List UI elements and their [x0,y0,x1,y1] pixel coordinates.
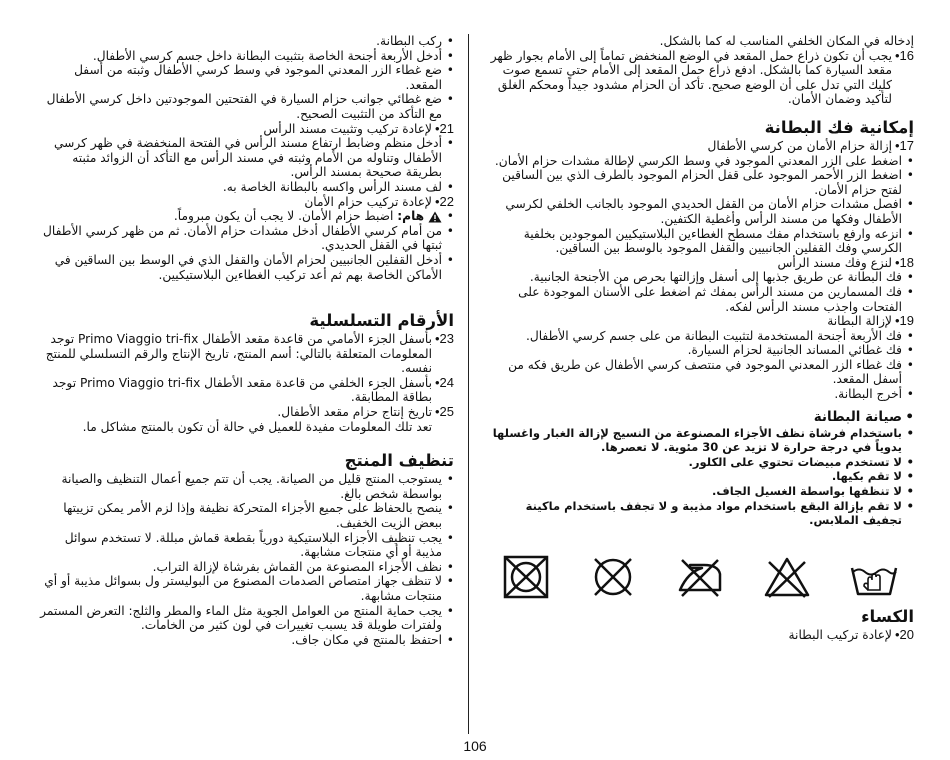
list-item: • لا تنظف جهاز امتصاص الصدمات المصنوع من البوليستر ول بسوائل مذيبة أو أي منتجات مشابهة. [36,574,454,603]
list-item: • يستوجب المنتج قليل من الصيانة. يجب أن تتم جميع أعمال التنظيف والصيانة بواسطة شخص بالغ. [36,472,454,501]
care-item: • باستخدام فرشاة نظف الأجزاء المصنوعة من النسيج لإزالة الغبار واغسلها يدوياً في درجة حرارة لا تزيد عن 30 مئوية. لا تعصرها. [484,426,914,455]
list-item: • يجب تنظيف الأجزاء البلاستيكية دورياً بقطعة قماش مبللة. لا تستخدم سوائل مذيبة أو أي منتجات مشابهة. [36,531,454,560]
list-item: • أدخل القفلين الجانبيين لحزام الأمان والقفل الذي في الوسط بين الساقين في الأماكن الخاصة بهم ثم أعد تركيب الغطاءين البلاستيكيين. [36,253,454,282]
no-dry-clean-icon [587,554,639,600]
list-item: • فك البطانة عن طريق جذبها إلى أسفل وإزالتها بحرص من الأجنحة الجانبية. [484,270,914,285]
fabric-title: الكساء [861,606,914,626]
list-item: • فك المسمارين من مسند الرأس بمفك ثم اضغط على الأسنان الموجودة على الفتحات واجذب مسند الرأس لفكه. [484,285,914,314]
list-item: • يجب حماية المنتج من العوامل الجوية مثل الماء والمطر والثلج: التعرض المستمر ولفترات طويلة قد يسبب تغييرات في لون كثير من الخامات. [36,604,454,633]
step-22: 22• لإعادة تركيب حزام الأمان [304,193,454,209]
list-item: • ركب البطانة. [36,34,454,49]
list-item: • لف مسند الرأس واكسه بالبطانة الخاصة به. [36,180,454,195]
step-24: 24• بأسفل الجزء الخلفي من قاعدة مقعد الأطفال Primo Viaggio tri-fix توجد بطاقة المطابقة. [52,374,454,405]
list-item: • أدخل منظم وضابط ارتفاع مسند الرأس في الفتحة المنخفضة في ظهر كرسي الأطفال وتناوله من الأمام وثبته في مسند الرأس مع التأكد أن الزوائد مثبته بطريقة صحيحة بمسند الرأس. [36,136,454,180]
list-item: • أدخل الأربعة أجنحة الخاصة بتثبيت البطانة داخل جسم كرسي الأطفال. [36,49,454,64]
step-21: 21• لإعادة تركيب وتثبيت مسند الرأس [263,120,454,136]
care-item: • لا تقم بإزالة البقع باستخدام مواد مذيبة و لا تجفف باستخدام ماكينة تجفيف الملابس. [484,499,914,528]
step-23: 23• بأسفل الجزء الأمامي من قاعدة مقعد الأطفال Primo Viaggio tri-fix توجد المعلومات المتعلقة بالتالي: أسم المنتج، تاريخ الإنتاج والرقم التسلسلي للمنتج نفسه. [45,331,454,376]
serial-note: تعد تلك المعلومات مفيدة للعميل في حالة أن تكون بالمنتج مشاكل ما. [82,419,432,434]
warning-icon [428,211,442,223]
left-column [36,34,454,647]
care-item: • لا تقم بكيها. [484,469,914,484]
no-tumble-dry-icon [500,554,552,600]
step-16: 16• يجب أن تكون ذراع حمل المقعد في الوضع المنخفض تماماً إلى الأمام بجوار ظهر مقعد السيارة كما بالشكل. ادفع ذراع حمل المقعد إلى الأمام حتى تسمع صوت كليك التي تدل على أن الوضع صحيح. تأكد أن الحزام مشدود جيداً ومحكم الغلق لتأكيد وضمان الأمان. [490,47,914,107]
lining-care-title: • صيانة البطانة [484,408,914,426]
list-item: • فك غطاء الزر المعدني الموجود في منتصف كرسي الأطفال عن طريق فكه من أسفل المقعد. [484,358,914,387]
list-item: • اضغط الزر الأحمر الموجود على قفل الحزام الموجود بالطرف الذي بين الساقين لفتح حزام الأمان. [484,168,914,197]
list-item: • نظف الأجزاء المصنوعة من القماش بفرشاة لإزالة التراب. [36,560,454,575]
step-20: 20• لإعادة تركيب البطانة [788,626,914,642]
step-18: 18• لنزع وفك مسند الرأس [777,254,914,270]
intro-text: إدخاله في المكان الخلفي المناسب له كما بالشكل. [659,34,914,48]
care-item: • لا تستخدم مبيضات تحتوي على الكلور. [484,455,914,470]
removal-title: إمكانية فك البطانة [764,117,914,137]
list-item: • افصل مشدات حزام الأمان من القفل الحديدي الموجود بالجانب الخلفي لكرسي الأطفال وفكها من مسند الرأس وأغطية الكتفين. [484,197,914,226]
no-iron-icon [674,554,726,600]
care-item: • لا تنظفها بواسطة الغسيل الجاف. [484,484,914,499]
warning-text: اضبط حزام الأمان. لا يجب أن يكون مبروماً. [173,209,394,224]
list-item: • ضع غطاء الزر المعدني الموجود في وسط كرسي الأطفال وثبته من أسفل المقعد. [36,63,454,92]
cleaning-title: تنظيف المنتج [344,451,454,471]
list-item: • من أمام كرسي الأطفال أدخل مشدات حزام الأمان. ثم من ظهر كرسي الأطفال ثبتها في القفل الحديدي. [36,224,454,253]
list-item: • فك غطائي المساند الجانبية لحزام السيارة. [484,343,914,358]
step-17: 17• إزالة حزام الأمان من كرسي الأطفال [707,137,914,153]
step-19: 19• لإزالة البطانة [827,313,914,329]
list-item: • ينصح بالحفاظ على جميع الأجزاء المتحركة نظيفة وإذا لزم الأمر يمكن تزييتها ببعض الزيت الخفيف. [36,501,454,530]
list-item: • احتفظ بالمنتج في مكان جاف. [36,633,454,648]
list-item: • فك الأربعة أجنحة المستخدمة لتثبيت البطانة من على جسم كرسي الأطفال. [484,329,914,344]
warning-item [36,209,454,224]
no-bleach-icon [761,554,813,600]
page-number: 106 [463,738,487,754]
care-symbols [500,554,900,600]
list-item: • ضع غطائي جوانب حزام السيارة في الفتحتين الموجودتين داخل كرسي الأطفال مع التأكد من التثبيت الصحيح. [36,92,454,121]
list-item: • انزعه وارفع باستخدام مفك مسطح الغطاءين البلاستيكيين الموجودين بخلفية الكرسي وفك القفلين الجانبيين والقفل الموجود بالوسط بين الساقين. [484,227,914,256]
hand-wash-30-icon [848,554,900,600]
column-divider [468,34,469,734]
list-item: • اضغط على الزر المعدني الموجود في وسط الكرسي لإطالة مشدات حزام الأمان. [484,154,914,169]
step-25: 25• تاريخ إنتاج حزام مقعد الأطفال. [277,404,454,420]
right-column [484,34,914,642]
warning-label: هام: [397,209,425,224]
list-item: • أخرج البطانة. [484,387,914,402]
serial-title: الأرقام التسلسلية [309,311,454,331]
